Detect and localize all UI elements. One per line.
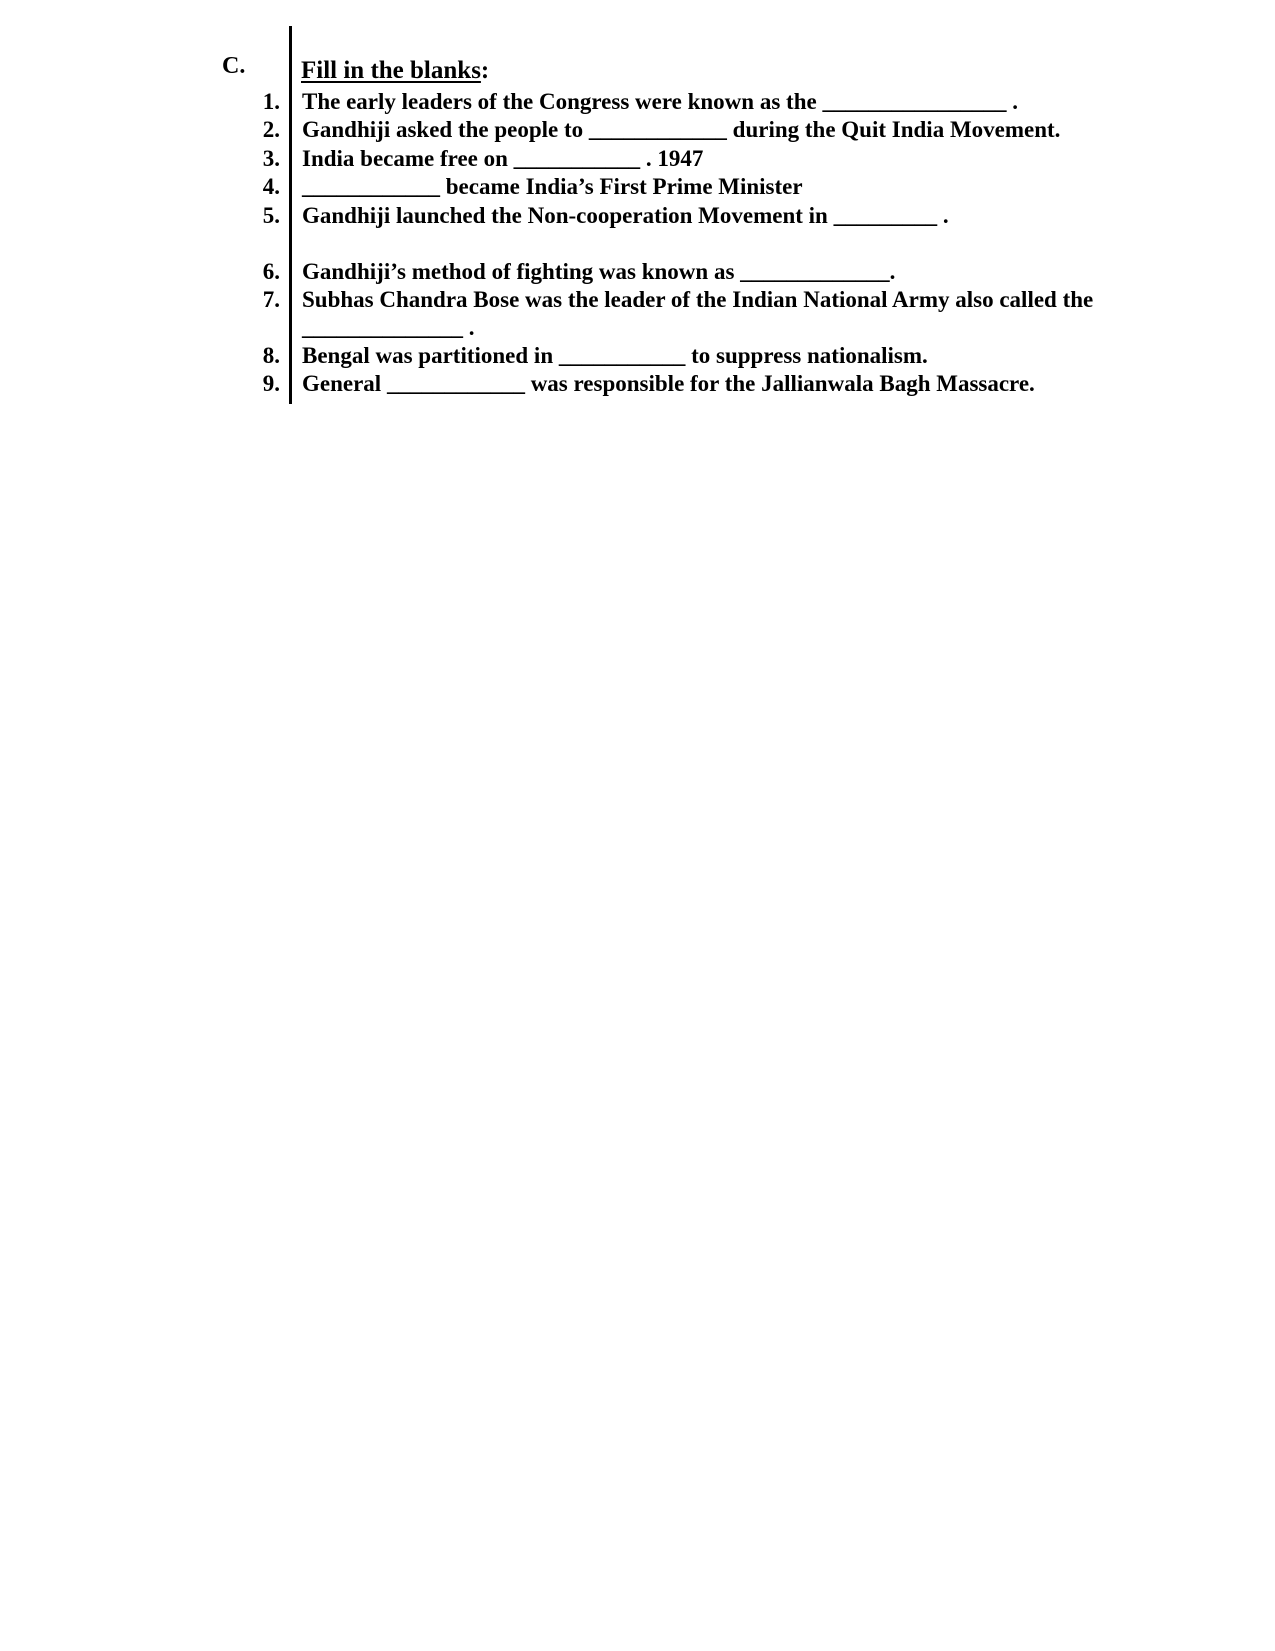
question-number: 6.	[262, 259, 280, 284]
question-number: 7.	[262, 287, 280, 312]
question-number: 4.	[262, 174, 280, 199]
question-text: Subhas Chandra Bose was the leader of the Indian National Army also called the	[302, 287, 1094, 312]
section-letter: C.	[222, 53, 246, 79]
vertical-rule	[289, 26, 292, 404]
heading-text: Fill in the blanks	[301, 57, 481, 84]
section-heading	[301, 56, 489, 86]
question-text: Gandhiji asked the people to ____________ during the Quit India Movement.	[302, 117, 1061, 142]
question-text: Gandhiji’s method of fighting was known as _____________.	[302, 259, 896, 284]
question-continuation: ______________ .	[302, 315, 475, 340]
question-number: 8.	[262, 343, 280, 368]
question-number: 1.	[262, 89, 280, 114]
question-number: 5.	[262, 203, 280, 228]
question-number: 3.	[262, 146, 280, 171]
question-text: Bengal was partitioned in ___________ to suppress nationalism.	[302, 343, 928, 368]
heading-colon: :	[480, 57, 490, 84]
question-text: General ____________ was responsible for the Jallianwala Bagh Massacre.	[302, 371, 1035, 396]
question-text: India became free on ___________ . 1947	[302, 146, 704, 171]
question-number: 2.	[262, 117, 280, 142]
question-text: ____________ became India’s First Prime Minister	[302, 174, 803, 199]
question-text: The early leaders of the Congress were known as the ________________ .	[302, 89, 1018, 114]
question-number: 9.	[262, 371, 280, 396]
question-text: Gandhiji launched the Non-cooperation Movement in _________ .	[302, 203, 949, 228]
